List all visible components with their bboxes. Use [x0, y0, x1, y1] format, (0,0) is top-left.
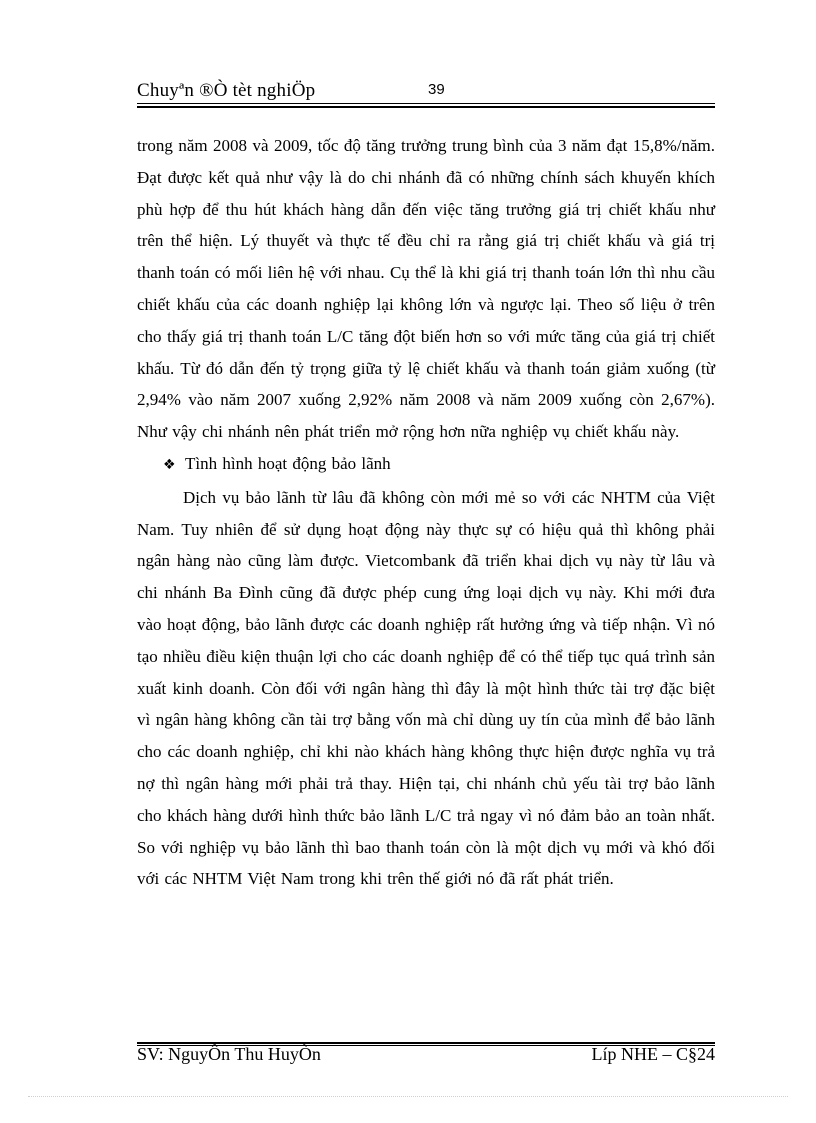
page-edge-divider	[28, 1096, 788, 1097]
header-title: Chuyªn ®Ò tèt nghiÖp	[137, 80, 316, 101]
paragraph-bao-lanh: Dịch vụ bảo lãnh từ lâu đã không còn mới mẻ so với các NHTM của Việt Nam. Tuy nhiên để sử dụng hoạt động này thực sự có hiệu quả thì không phải ngân hàng nào cũng làm được. Vietcombank đã triển khai dịch vụ này từ lâu và chi nhánh Ba Đình cũng đã được phép cung ứng loại dịch vụ này. Khi mới đưa vào hoạt động, bảo lãnh được các doanh nghiệp rất hưởng ứng và tiếp nhận. Vì nó tạo nhiều điều kiện thuận lợi cho các doanh nghiệp để có thể tiếp tục quá trình sản xuất kinh doanh. Còn đối với ngân hàng thì đây là một hình thức tài trợ đặc biệt vì ngân hàng không cần tài trợ bằng vốn mà chỉ dùng uy tín của mình để bảo lãnh cho các doanh nghiệp, chỉ khi nào khách hàng không thực hiện được nghĩa vụ trả nợ thì ngân hàng mới phải trả thay. Hiện tại, chi nhánh chủ yếu tài trợ bảo lãnh cho khách hàng dưới hình thức bảo lãnh L/C trả ngay vì nó đảm bảo an toàn nhất. So với nghiệp vụ bảo lãnh thì bao thanh toán còn là một dịch vụ mới và khó đối với các NHTM Việt Nam trong khi trên thế giới nó đã rất phát triển.	[137, 487, 715, 889]
header-rule-bottom	[137, 106, 715, 108]
paragraph-chiet-khau: trong năm 2008 và 2009, tốc độ tăng trưởng trung bình của 3 năm đạt 15,8%/năm. Đạt được kết quả như vậy là do chi nhánh đã có những chính sách khuyến khích phù hợp để thu hút khách hàng dẫn đến việc tăng trưởng giá trị chiết khấu như trên thể hiện. Lý thuyết và thực tế đều chỉ ra rằng giá trị chiết khấu và giá trị thanh toán có mối liên hệ với nhau. Cụ thể là khi giá trị thanh toán lớn thì nhu cầu chiết khấu của các doanh nghiệp lại không lớn và ngược lại. Theo số liệu ở trên cho thấy giá trị thanh toán L/C tăng đột biến hơn so với mức tăng của giá trị chiết khấu. Từ đó dẫn đến tỷ trọng giữa tỷ lệ chiết khấu và thanh toán giảm xuống (từ 2,94% vào năm 2007 xuống 2,92% năm 2008 và năm 2009 xuống còn 2,67%). Như vậy chi nhánh nên phát triển mở rộng hơn nữa nghiệp vụ chiết khấu này.	[137, 136, 715, 442]
footer-student-name: SV: NguyÔn Thu HuyÒn	[137, 1044, 321, 1064]
page-number: 39	[428, 81, 445, 98]
header-rule-top	[137, 103, 715, 104]
section-heading-text: Tình hình hoạt động bảo lãnh	[185, 453, 391, 473]
section-heading	[137, 448, 715, 482]
diamond-bullet-icon: ❖	[163, 456, 176, 473]
footer-class: Líp NHE – C§24	[591, 1044, 715, 1064]
main-content	[137, 130, 715, 895]
